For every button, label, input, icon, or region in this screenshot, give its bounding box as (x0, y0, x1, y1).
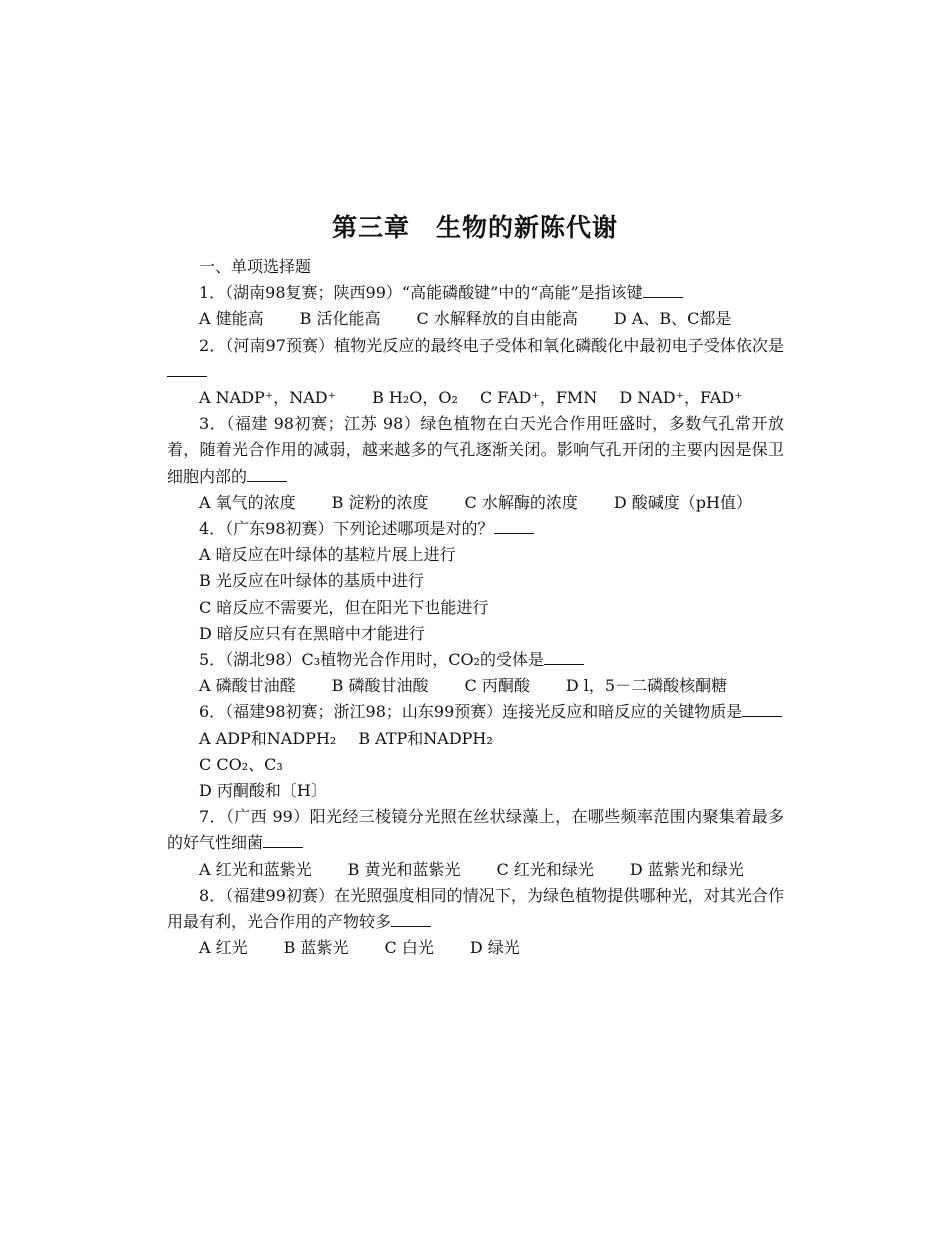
option-d: D 蓝紫光和绿光 (629, 859, 744, 879)
question-3 (167, 411, 784, 490)
answer-blank (742, 702, 782, 717)
option-a: A 健能高 (199, 309, 264, 329)
question-5-stem: 5．（湖北98）C₃植物光合作用时，CO₂的受体是 (199, 650, 544, 670)
answer-blank (643, 283, 683, 298)
option-a: A ADP和NADPH₂ (199, 728, 337, 748)
option-b: B 蓝紫光 (283, 938, 349, 958)
option-b: B 磷酸甘油酸 (331, 676, 429, 696)
question-6-options-ab (167, 726, 784, 752)
option-b: B 活化能高 (299, 309, 381, 329)
option-d: D 酸碱度（pH值） (613, 492, 752, 512)
option-d: D 丙酮酸和〔H〕 (199, 781, 327, 801)
question-8-stem: 8．（福建99初赛）在光照强度相同的情况下，为绿色植物提供哪种光，对其光合作用最有利，光合作用的产物较多 (167, 885, 784, 932)
option-a: A 氧气的浓度 (199, 492, 296, 512)
option-d: D l，5－二磷酸核酮糖 (565, 676, 728, 696)
answer-blank (391, 912, 431, 927)
question-4-stem: 4．（广东98初赛）下列论述哪项是对的？ (199, 519, 494, 539)
option-c: C 暗反应不需要光，但在阳光下也能进行 (199, 597, 489, 617)
option-c: C 水解释放的自由能高 (416, 309, 578, 329)
answer-blank (167, 362, 207, 377)
question-1-options (167, 306, 784, 332)
option-b: B H₂O，O₂ (372, 388, 458, 408)
option-c: C FAD⁺，FMN (479, 388, 598, 408)
option-a: A 暗反应在叶绿体的基粒片展上进行 (199, 545, 456, 565)
option-c: C 丙酮酸 (464, 676, 530, 696)
question-8-options (167, 935, 784, 961)
option-d: D 暗反应只有在黑暗中才能进行 (199, 623, 425, 643)
question-5 (167, 647, 784, 673)
option-d: D 绿光 (469, 938, 520, 958)
option-c: C 白光 (384, 938, 434, 958)
question-2 (167, 333, 784, 385)
answer-blank (544, 650, 584, 665)
answer-blank (263, 833, 303, 848)
question-7-options (167, 857, 784, 883)
question-4 (167, 516, 784, 542)
option-a: A 磷酸甘油醛 (199, 676, 296, 696)
question-2-stem: 2．（河南97预赛）植物光反应的最终电子受体和氧化磷酸化中最初电子受体依次是 (199, 335, 784, 355)
option-c: C 红光和绿光 (496, 859, 594, 879)
option-b: B ATP和NADPH₂ (358, 728, 493, 748)
question-6-stem: 6．（福建98初赛；浙江98；山东99预赛）连接光反应和暗反应的关键物质是 (199, 702, 743, 722)
option-a: A 红光和蓝紫光 (199, 859, 312, 879)
option-d: D NAD⁺，FAD⁺ (619, 388, 743, 408)
question-2-options (167, 385, 784, 411)
section-heading: 一、单项选择题 (199, 257, 312, 276)
question-5-options (167, 673, 784, 699)
question-7 (167, 804, 784, 856)
option-c: C 水解酶的浓度 (464, 492, 578, 512)
question-6 (167, 699, 784, 725)
option-a: A 红光 (199, 938, 248, 958)
chapter-title: 第三章 生物的新陈代谢 (331, 213, 618, 242)
option-b: B 黄光和蓝紫光 (347, 859, 461, 879)
option-b: B 光反应在叶绿体的基质中进行 (199, 571, 424, 591)
answer-blank (247, 467, 287, 482)
answer-blank (494, 519, 534, 534)
question-3-options (167, 490, 784, 516)
question-3-stem: 3．（福建 98初赛；江苏 98）绿色植物在白天光合作用旺盛时，多数气孔常开放着，随着光合作用的减弱，越来越多的气孔逐渐关闭。影响气孔开闭的主要内因是保卫细胞内部的 (167, 414, 784, 486)
option-c: C CO₂、C₃ (199, 754, 283, 774)
question-list (167, 254, 784, 961)
question-1 (167, 280, 784, 306)
option-d: D A、B、C都是 (613, 309, 732, 329)
question-8 (167, 883, 784, 935)
question-7-stem: 7．（广西 99）阳光经三棱镜分光照在丝状绿藻上，在哪些频率范围内聚集着最多的好气性细菌 (167, 807, 784, 853)
question-1-stem: 1．（湖南98复赛；陕西99）“高能磷酸键”中的“高能”是指该键 (199, 283, 643, 303)
option-b: B 淀粉的浓度 (331, 492, 429, 512)
option-a: A NADP⁺，NAD⁺ (199, 388, 337, 408)
